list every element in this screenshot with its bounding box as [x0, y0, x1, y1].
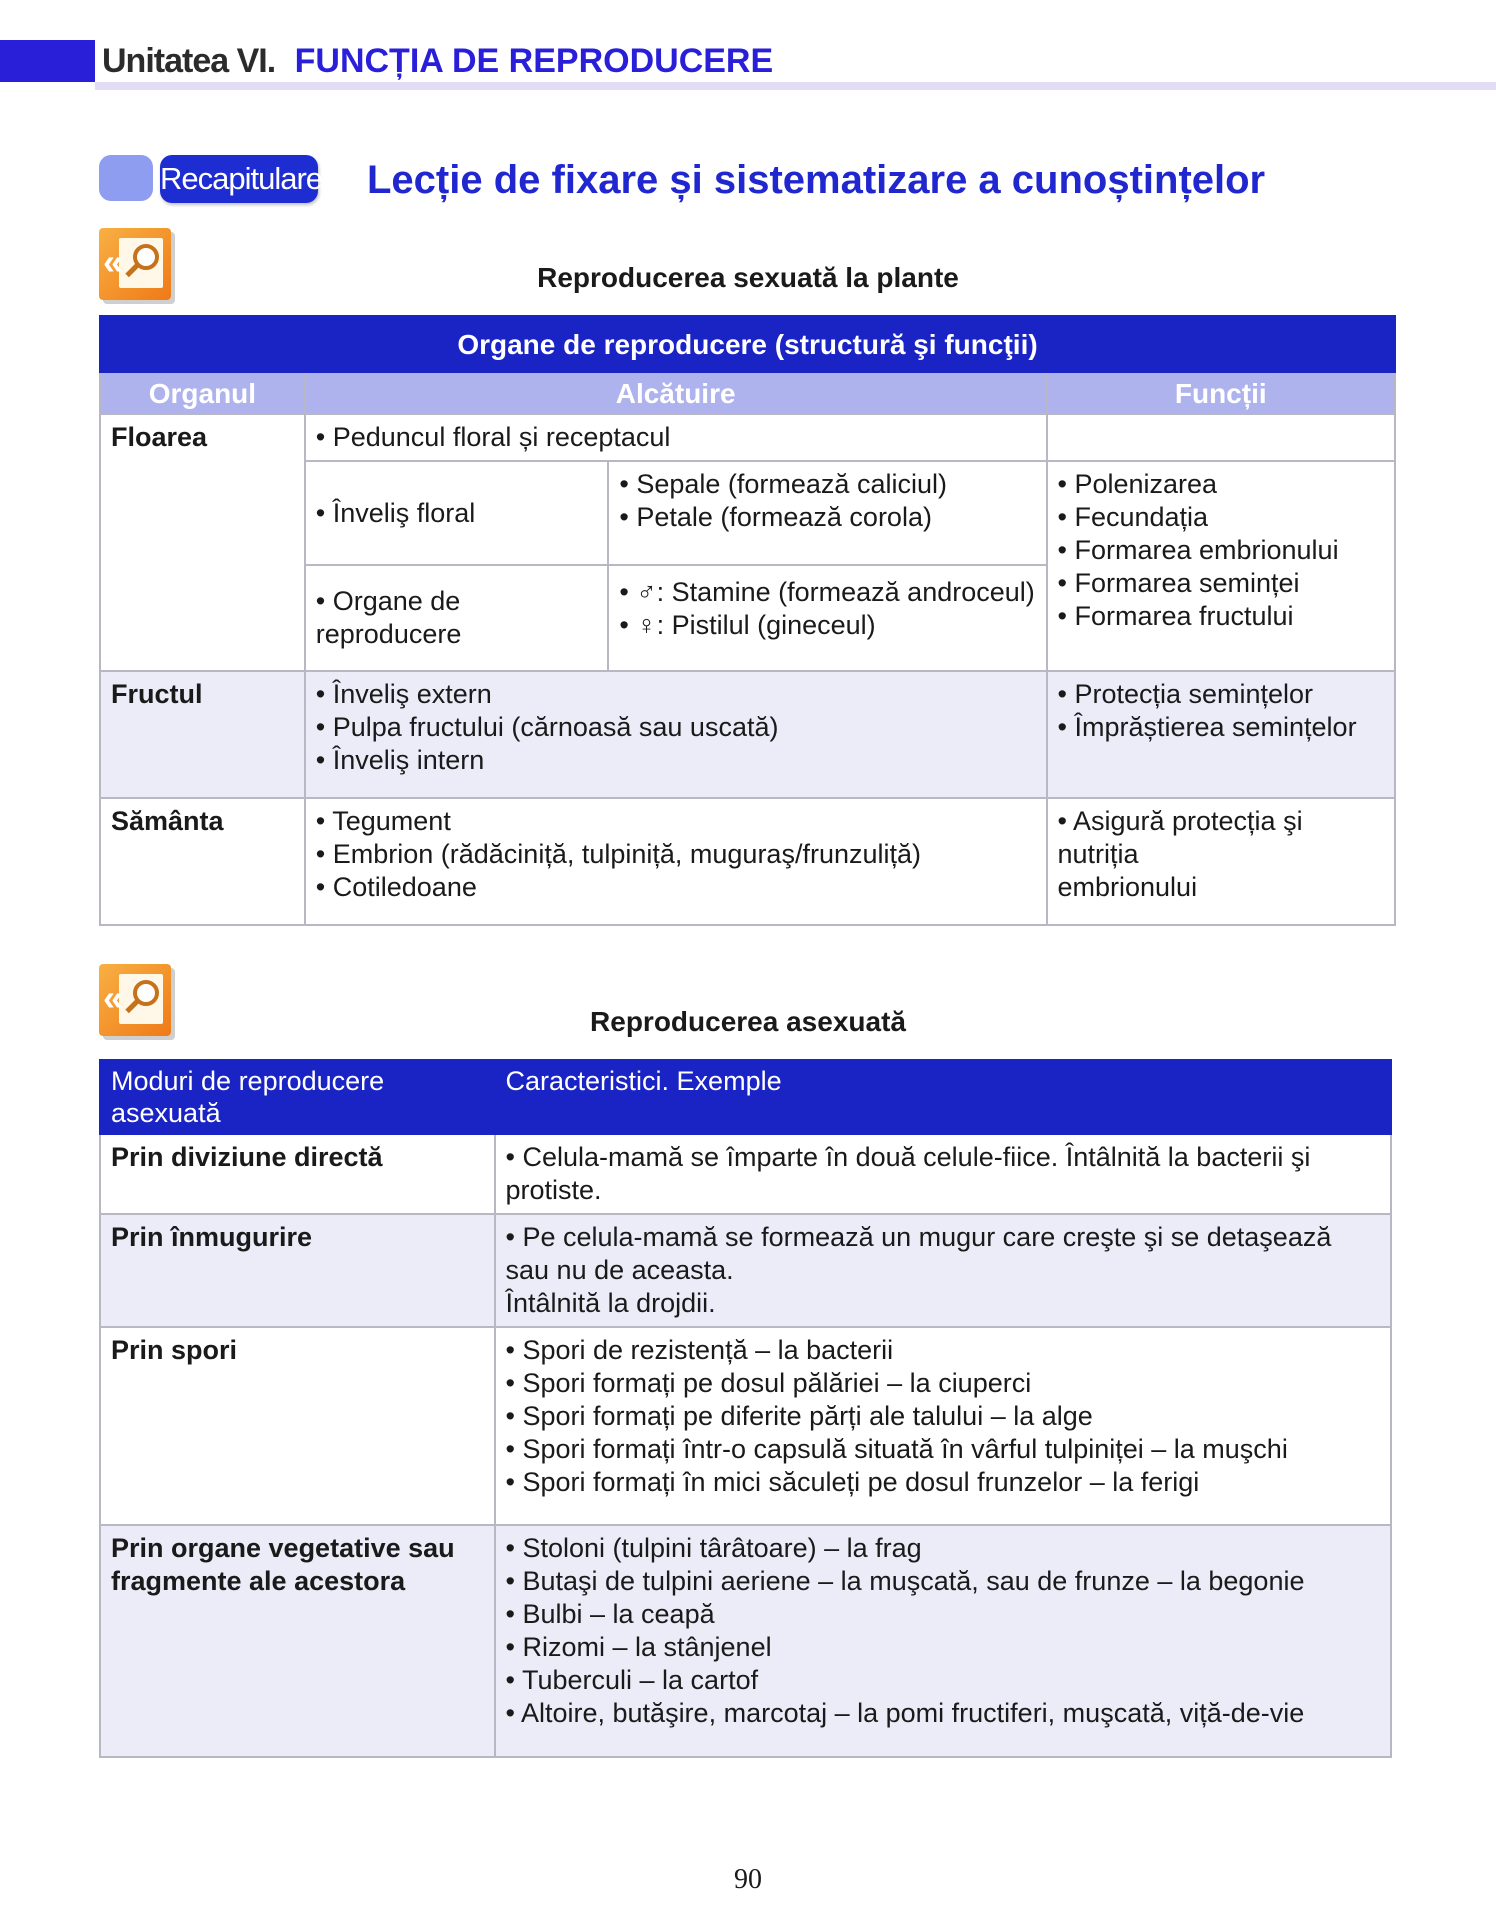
list-item: • Împrăștierea semințelor [1057, 712, 1357, 742]
mode-label: Prin organe vegetative sau fragmente ale acestora [100, 1525, 495, 1757]
column-header-organ: Organul [100, 372, 305, 414]
lesson-title: Lecție de fixare și sistematizare a cunoștințelor [367, 158, 1266, 202]
section-title-sexual: Reproducerea sexuată la plante [537, 262, 959, 293]
list-item: • Tegument [315, 806, 451, 836]
list-item: • Fecundația [1057, 502, 1209, 532]
column-header-structure: Alcătuire [305, 372, 1047, 414]
list-item: • Altoire, butăşire, marcotaj – la pomi fructiferi, muşcată, viță-de-vie [505, 1698, 1305, 1728]
unit-number: Unitatea VI. [102, 42, 276, 80]
list-item: • Protecția semințelor [1057, 679, 1314, 709]
list-item: • Formarea fructului [1057, 601, 1294, 631]
list-item: • Celula-mamă se împarte în două celule-fiice. Întâlnită la bacterii şi protiste. [505, 1142, 1311, 1205]
list-item: • Petale (formează corola) [619, 502, 932, 532]
list-item: • Înveliş intern [315, 745, 485, 775]
flower-envelope-parts [608, 461, 1046, 565]
list-item: • Stoloni (tulpini târâtoare) – la frag [505, 1533, 922, 1563]
section-title-asexual: Reproducerea asexuată [590, 1006, 906, 1037]
list-item: • Formarea embrionului [1057, 535, 1339, 565]
unit-header [0, 40, 1496, 88]
asexual-reproduction-table [99, 1059, 1392, 1758]
column-header-characteristics: Caracteristici. Exemple [495, 1060, 1391, 1134]
magnifier-review-icon: « [99, 964, 171, 1036]
list-item: • Spori formați pe diferite părți ale talului – la alge [505, 1401, 1093, 1431]
table-title: Organe de reproducere (structură şi funcţii) [100, 316, 1395, 372]
list-item: • Pulpa fructului (cărnoasă sau uscată) [315, 712, 779, 742]
fruit-structure [305, 671, 1047, 798]
list-item: • Butaşi de tulpini aeriene – la muşcată, sau de frunze – la begonie [505, 1566, 1305, 1596]
reproductive-organs: • Organe de reproducere [305, 565, 609, 671]
flower-functions [1047, 461, 1396, 671]
list-item: • Rizomi – la stânjenel [505, 1632, 772, 1662]
list-item: • Cotiledoane [315, 872, 477, 902]
mode-label: Prin spori [100, 1327, 495, 1525]
unit-title: FUNCȚIA DE REPRODUCERE [294, 42, 774, 80]
list-item: • Tuberculi – la cartof [505, 1665, 759, 1695]
sexual-reproduction-table [99, 315, 1396, 926]
flower-peduncle: • Peduncul floral și receptacul [305, 414, 1047, 461]
header-underline [95, 82, 1496, 90]
list-item: embrionului [1057, 872, 1198, 902]
list-item: • Spori formați în mici săculeți pe dosul frunzelor – la ferigi [505, 1467, 1200, 1497]
organ-label-fruit: Fructul [100, 671, 305, 798]
recap-marker [99, 155, 153, 201]
list-item: • Sepale (formează caliciul) [619, 469, 947, 499]
list-item: • Bulbi – la ceapă [505, 1599, 715, 1629]
list-item: • Spori formați într-o capsulă situată în vârful tulpiniței – la muşchi [505, 1434, 1288, 1464]
column-header-modes: Moduri de reproducere asexuată [100, 1060, 495, 1134]
organ-label-seed: Sământa [100, 798, 305, 925]
recap-badge: Recapitulare [160, 155, 318, 203]
list-item: • Spori de rezistență – la bacterii [505, 1335, 894, 1365]
mode-description [495, 1327, 1391, 1525]
seed-functions [1047, 798, 1396, 925]
list-item: • ♀: Pistilul (gineceul) [619, 610, 876, 640]
mode-description [495, 1525, 1391, 1757]
list-item: • Spori formați pe dosul pălăriei – la ciuperci [505, 1368, 1032, 1398]
list-item: • Asigură protecția şi nutriția [1057, 806, 1303, 869]
list-item: • Înveliş extern [315, 679, 492, 709]
mode-label: Prin înmugurire [100, 1214, 495, 1327]
fruit-functions [1047, 671, 1396, 798]
flower-peduncle-functions [1047, 414, 1396, 461]
list-item: • ♂: Stamine (formează androceul) [619, 577, 1035, 607]
reproductive-organs-parts [608, 565, 1046, 671]
mode-label: Prin diviziune directă [100, 1134, 495, 1214]
flower-envelope: • Înveliş floral [305, 461, 609, 565]
list-item: • Formarea seminței [1057, 568, 1300, 598]
page-number: 90 [734, 1864, 762, 1895]
organ-label-flower: Floarea [100, 414, 305, 671]
list-item: • Polenizarea [1057, 469, 1218, 499]
header-accent-block [0, 40, 95, 82]
list-item: • Embrion (rădăciniță, tulpiniță, muguraş/frunzuliță) [315, 839, 922, 869]
list-item: Întâlnită la drojdii. [505, 1288, 716, 1318]
list-item: • Pe celula-mamă se formează un mugur care creşte şi se detaşează sau nu de aceasta. [505, 1222, 1332, 1285]
mode-description [495, 1214, 1391, 1327]
unit-heading [102, 40, 773, 82]
column-header-functions: Funcții [1047, 372, 1396, 414]
magnifier-review-icon: « [99, 228, 171, 300]
seed-structure [305, 798, 1047, 925]
mode-description [495, 1134, 1391, 1214]
